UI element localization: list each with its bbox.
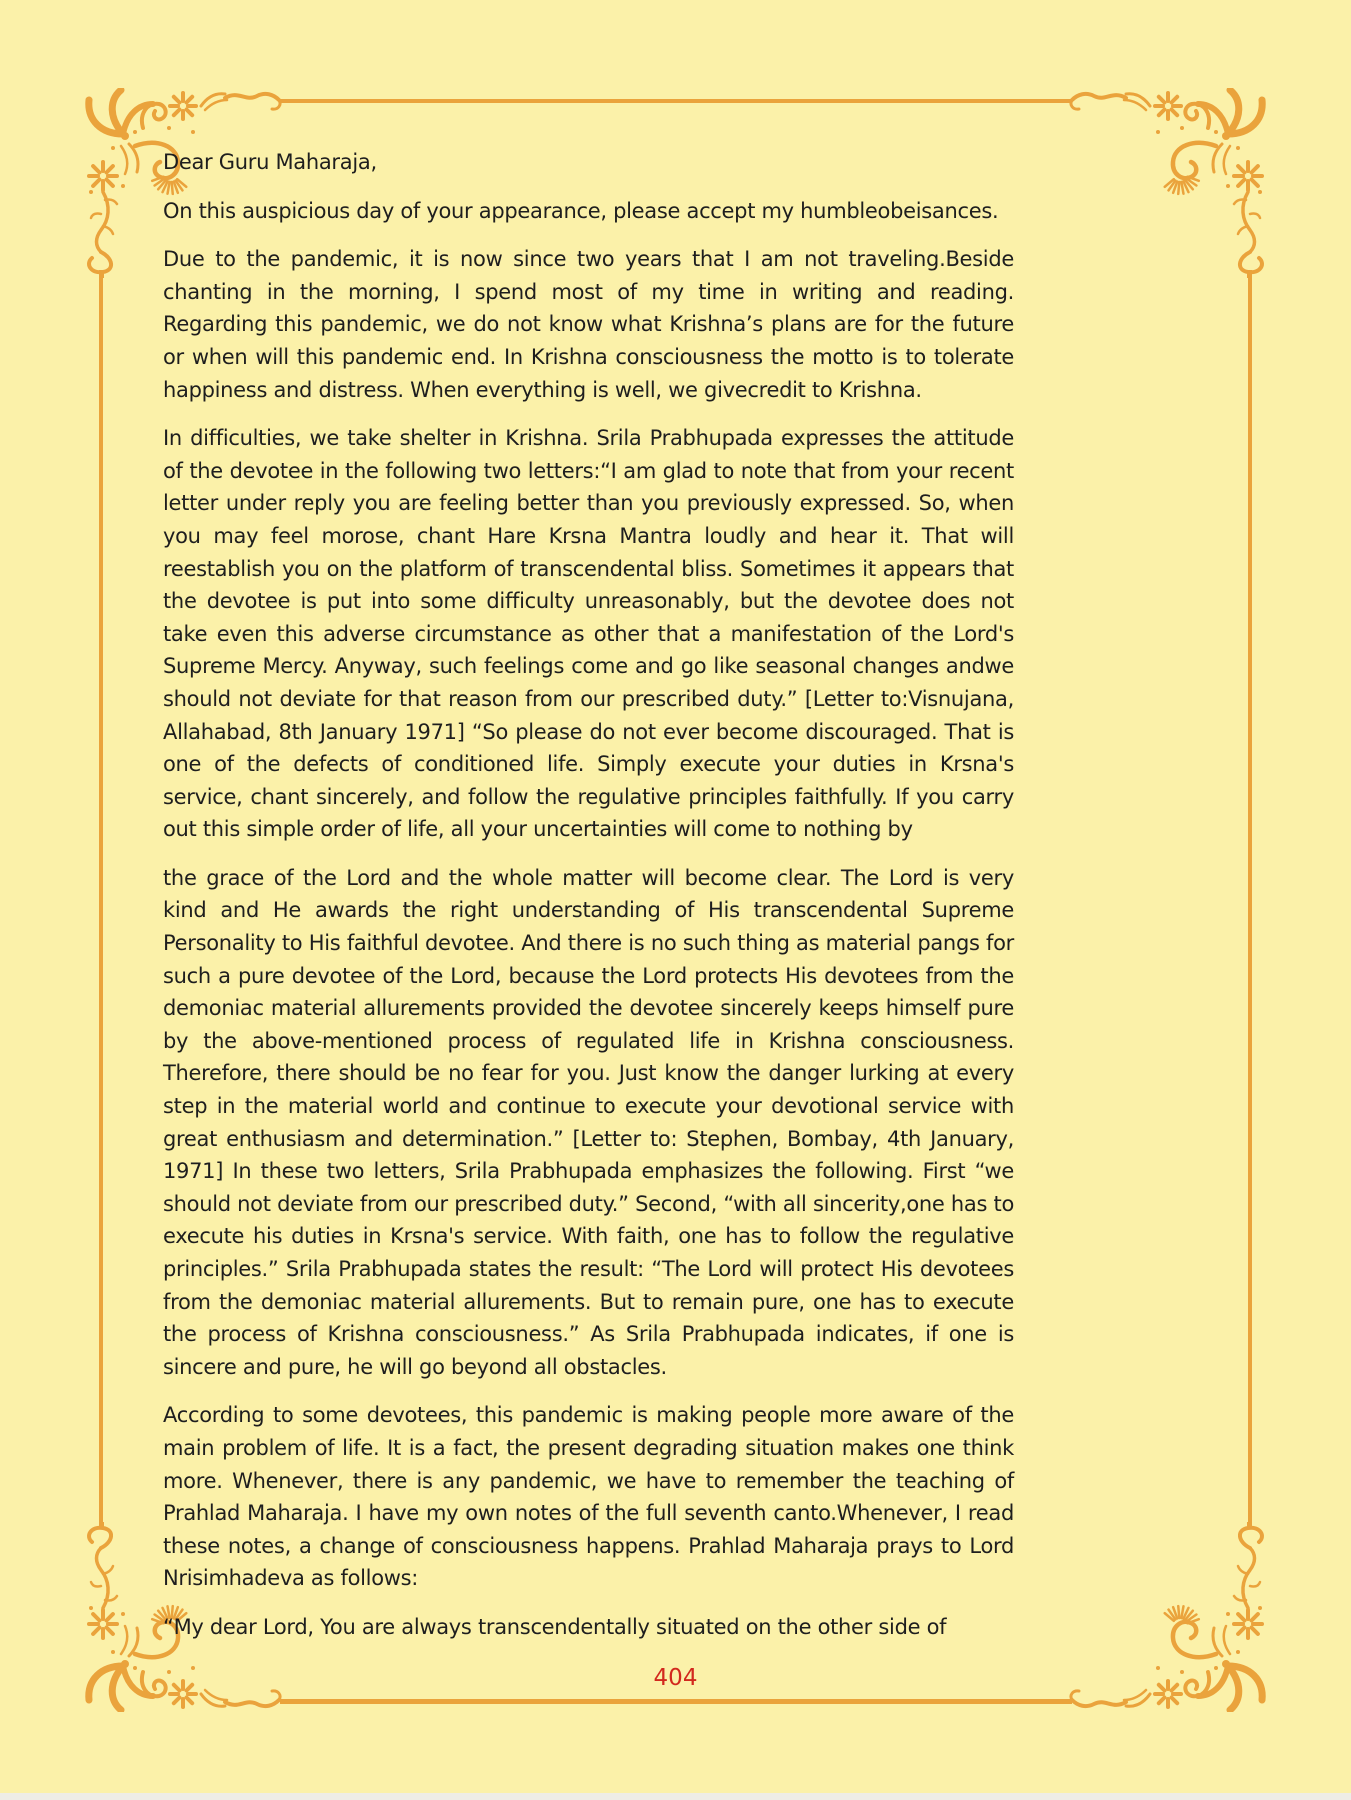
paragraph-prahlad: According to some devotees, this pandemic is making people more aware of the main problem of life. It is a fact, the present degrading situation makes one think more. Whenever, there is any pandemic, we have to remember the teaching of Prahlad Maharaja. I have my own notes of the full seventh canto.Whenever, I read these notes, a change of consciousness happens. Prahlad Maharaja prays to Lord Nrisimhadeva as follows:	[163, 1403, 1014, 1591]
corner-ornament-top-right-icon	[1068, 88, 1268, 278]
paragraph-prayer-start: “My dear Lord, You are always transcendentally situated on the other side of	[163, 1614, 947, 1639]
paragraph-letters-quote-2: the grace of the Lord and the whole matter will become clear. The Lord is very kind and He awards the right understanding of His transcendental Supreme Personality to His faithful devotee. And there is no such thing as material pangs for such a pure devotee of the Lord, because the Lord protects His devotees from the demoniac material allurements provided the devotee sincerely keeps himself pure by the above-mentioned process of regulated life in Krishna consciousness. Therefore, there should be no fear for you. Just know the danger lurking at every step in the material world and continue to execute your devotional service with great enthusiasm and determination.” [Letter to: Stephen, Bombay, 4th January, 1971] In these two letters, Srila Prabhupada emphasizes the following. First “we should not deviate from our prescribed duty.” Second, “with all sincerity,one has to execute his duties in Krsna's service. With faith, one has to follow the regulative principles.” Srila Prabhupada states the result: “The Lord will protect His devotees from the demoniac material allurements. But to remain pure, one has to execute the process of Krishna consciousness.” As Srila Prabhupada indicates, if one is sincere and pure, he will go beyond all obstacles.	[163, 865, 1014, 1379]
page-number: 404	[653, 1665, 698, 1691]
border-line-left	[99, 270, 103, 1526]
letter-body	[163, 146, 1014, 1660]
border-line-right	[1248, 270, 1252, 1526]
paragraph-letters-quote-1: In difficulties, we take shelter in Krishna. Srila Prabhupada expresses the attitude of the devotee in the following two letters:“I am glad to note that from your recent letter under reply you are feeling better than you previously expressed. So, when you may feel morose, chant Hare Krsna Mantra loudly and hear it. That will reestablish you on the platform of transcendental bliss. Sometimes it appears that the devotee is put into some difficulty unreasonably, but the devotee does not take even this adverse circumstance as other that a manifestation of the Lord's Supreme Mercy. Anyway, such feelings come and go like seasonal changes andwe should not deviate for that reason from our prescribed duty.” [Letter to:Visnujana, Allahabad, 8th January 1971] “So please do not ever become discouraged. That is one of the defects of conditioned life. Simply execute your duties in Krsna's service, chant sincerely, and follow the regulative principles faithfully. If you carry out this simple order of life, all your uncertainties will come to nothing by	[163, 426, 1014, 842]
salutation: Dear Guru Maharaja,	[163, 150, 377, 174]
border-line-bottom	[280, 1699, 1072, 1704]
paragraph-pandemic: Due to the pandemic, it is now since two years that I am not traveling.Beside chanting in the morning, I spend most of my time in writing and reading. Regarding this pandemic, we do not know what Krishna’s plans are for the future or when will this pandemic end. In Krishna consciousness the motto is to tolerate happiness and distress. When everything is well, we givecredit to Krishna.	[163, 247, 1014, 402]
paragraph-obeisances: On this auspicious day of your appearance, please accept my humbleobeisances.	[163, 198, 999, 223]
border-line-top	[280, 99, 1072, 103]
page-bottom-edge	[0, 1793, 1351, 1800]
